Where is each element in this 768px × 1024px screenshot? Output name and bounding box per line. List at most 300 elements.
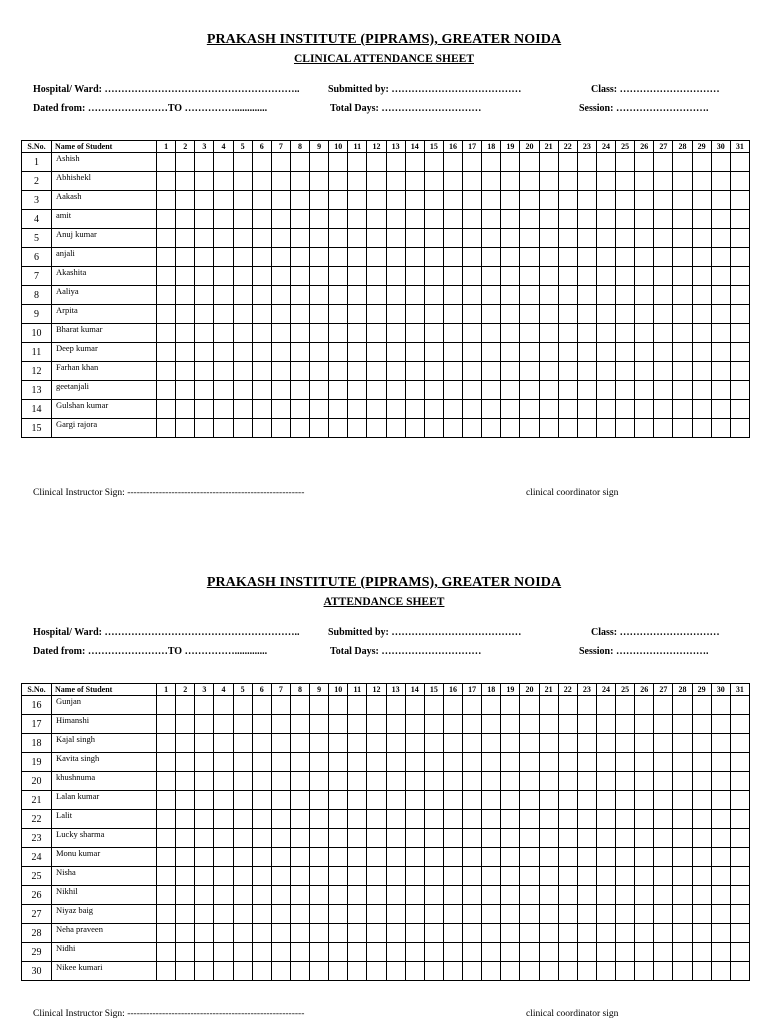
attendance-cell[interactable]	[405, 362, 424, 381]
attendance-cell[interactable]	[616, 324, 635, 343]
attendance-cell[interactable]	[501, 848, 520, 867]
attendance-cell[interactable]	[443, 943, 462, 962]
attendance-cell[interactable]	[214, 286, 233, 305]
attendance-cell[interactable]	[405, 867, 424, 886]
attendance-cell[interactable]	[711, 191, 730, 210]
attendance-cell[interactable]	[730, 753, 749, 772]
attendance-cell[interactable]	[348, 848, 367, 867]
submitted-by-field[interactable]	[328, 627, 521, 638]
attendance-cell[interactable]	[424, 734, 443, 753]
attendance-cell[interactable]	[290, 905, 309, 924]
attendance-cell[interactable]	[443, 362, 462, 381]
attendance-cell[interactable]	[577, 829, 596, 848]
attendance-cell[interactable]	[463, 867, 482, 886]
attendance-cell[interactable]	[252, 772, 271, 791]
attendance-cell[interactable]	[348, 753, 367, 772]
attendance-cell[interactable]	[348, 905, 367, 924]
attendance-cell[interactable]	[730, 172, 749, 191]
attendance-cell[interactable]	[501, 400, 520, 419]
attendance-cell[interactable]	[367, 905, 386, 924]
attendance-cell[interactable]	[252, 229, 271, 248]
attendance-cell[interactable]	[348, 734, 367, 753]
attendance-cell[interactable]	[635, 943, 654, 962]
attendance-cell[interactable]	[596, 305, 615, 324]
attendance-cell[interactable]	[577, 791, 596, 810]
attendance-cell[interactable]	[271, 772, 290, 791]
attendance-cell[interactable]	[692, 791, 711, 810]
attendance-cell[interactable]	[520, 419, 539, 438]
dated-from-field[interactable]	[33, 103, 267, 114]
hospital-ward-field[interactable]	[33, 627, 300, 638]
attendance-cell[interactable]	[654, 734, 673, 753]
attendance-cell[interactable]	[596, 267, 615, 286]
attendance-cell[interactable]	[616, 962, 635, 981]
attendance-cell[interactable]	[577, 772, 596, 791]
attendance-cell[interactable]	[157, 248, 176, 267]
attendance-cell[interactable]	[558, 943, 577, 962]
attendance-cell[interactable]	[654, 400, 673, 419]
attendance-cell[interactable]	[482, 191, 501, 210]
attendance-cell[interactable]	[596, 153, 615, 172]
attendance-cell[interactable]	[157, 343, 176, 362]
attendance-cell[interactable]	[539, 962, 558, 981]
attendance-cell[interactable]	[348, 715, 367, 734]
attendance-cell[interactable]	[233, 343, 252, 362]
attendance-cell[interactable]	[405, 324, 424, 343]
attendance-cell[interactable]	[616, 696, 635, 715]
attendance-cell[interactable]	[386, 924, 405, 943]
attendance-cell[interactable]	[176, 191, 195, 210]
attendance-cell[interactable]	[616, 772, 635, 791]
attendance-cell[interactable]	[616, 362, 635, 381]
attendance-cell[interactable]	[616, 924, 635, 943]
attendance-cell[interactable]	[252, 172, 271, 191]
attendance-cell[interactable]	[233, 715, 252, 734]
attendance-cell[interactable]	[501, 810, 520, 829]
attendance-cell[interactable]	[348, 867, 367, 886]
attendance-cell[interactable]	[711, 867, 730, 886]
attendance-cell[interactable]	[520, 172, 539, 191]
attendance-cell[interactable]	[310, 229, 329, 248]
attendance-cell[interactable]	[195, 924, 214, 943]
attendance-cell[interactable]	[558, 381, 577, 400]
attendance-cell[interactable]	[501, 267, 520, 286]
attendance-cell[interactable]	[348, 362, 367, 381]
attendance-cell[interactable]	[730, 924, 749, 943]
attendance-cell[interactable]	[348, 343, 367, 362]
attendance-cell[interactable]	[405, 210, 424, 229]
attendance-cell[interactable]	[405, 248, 424, 267]
attendance-cell[interactable]	[290, 286, 309, 305]
attendance-cell[interactable]	[730, 248, 749, 267]
attendance-cell[interactable]	[271, 696, 290, 715]
attendance-cell[interactable]	[329, 810, 348, 829]
attendance-cell[interactable]	[271, 829, 290, 848]
attendance-cell[interactable]	[214, 924, 233, 943]
attendance-cell[interactable]	[424, 248, 443, 267]
attendance-cell[interactable]	[654, 267, 673, 286]
attendance-cell[interactable]	[252, 153, 271, 172]
attendance-cell[interactable]	[443, 267, 462, 286]
attendance-cell[interactable]	[233, 734, 252, 753]
attendance-cell[interactable]	[329, 400, 348, 419]
attendance-cell[interactable]	[348, 791, 367, 810]
attendance-cell[interactable]	[577, 696, 596, 715]
attendance-cell[interactable]	[405, 343, 424, 362]
attendance-cell[interactable]	[348, 210, 367, 229]
attendance-cell[interactable]	[673, 810, 692, 829]
attendance-cell[interactable]	[635, 191, 654, 210]
attendance-cell[interactable]	[386, 848, 405, 867]
attendance-cell[interactable]	[290, 210, 309, 229]
attendance-cell[interactable]	[329, 286, 348, 305]
attendance-cell[interactable]	[539, 267, 558, 286]
attendance-cell[interactable]	[329, 886, 348, 905]
attendance-cell[interactable]	[405, 829, 424, 848]
attendance-cell[interactable]	[635, 286, 654, 305]
attendance-cell[interactable]	[501, 381, 520, 400]
attendance-cell[interactable]	[616, 267, 635, 286]
attendance-cell[interactable]	[654, 886, 673, 905]
attendance-cell[interactable]	[443, 791, 462, 810]
attendance-cell[interactable]	[558, 886, 577, 905]
attendance-cell[interactable]	[596, 810, 615, 829]
attendance-cell[interactable]	[616, 305, 635, 324]
attendance-cell[interactable]	[233, 905, 252, 924]
attendance-cell[interactable]	[214, 848, 233, 867]
attendance-cell[interactable]	[730, 886, 749, 905]
attendance-cell[interactable]	[711, 248, 730, 267]
attendance-cell[interactable]	[271, 924, 290, 943]
attendance-cell[interactable]	[252, 248, 271, 267]
attendance-cell[interactable]	[463, 267, 482, 286]
attendance-cell[interactable]	[692, 829, 711, 848]
attendance-cell[interactable]	[176, 210, 195, 229]
attendance-cell[interactable]	[214, 267, 233, 286]
attendance-cell[interactable]	[176, 753, 195, 772]
attendance-cell[interactable]	[539, 829, 558, 848]
attendance-cell[interactable]	[233, 286, 252, 305]
attendance-cell[interactable]	[463, 172, 482, 191]
attendance-cell[interactable]	[290, 305, 309, 324]
attendance-cell[interactable]	[386, 962, 405, 981]
attendance-cell[interactable]	[310, 886, 329, 905]
attendance-cell[interactable]	[329, 153, 348, 172]
attendance-cell[interactable]	[596, 362, 615, 381]
attendance-cell[interactable]	[176, 172, 195, 191]
attendance-cell[interactable]	[310, 324, 329, 343]
attendance-cell[interactable]	[367, 248, 386, 267]
attendance-cell[interactable]	[635, 867, 654, 886]
attendance-cell[interactable]	[329, 867, 348, 886]
attendance-cell[interactable]	[539, 153, 558, 172]
attendance-cell[interactable]	[195, 191, 214, 210]
attendance-cell[interactable]	[501, 172, 520, 191]
attendance-cell[interactable]	[616, 343, 635, 362]
attendance-cell[interactable]	[252, 734, 271, 753]
attendance-cell[interactable]	[596, 172, 615, 191]
attendance-cell[interactable]	[214, 829, 233, 848]
attendance-cell[interactable]	[501, 343, 520, 362]
attendance-cell[interactable]	[367, 324, 386, 343]
attendance-cell[interactable]	[463, 696, 482, 715]
attendance-cell[interactable]	[654, 943, 673, 962]
attendance-cell[interactable]	[329, 829, 348, 848]
attendance-cell[interactable]	[176, 867, 195, 886]
attendance-cell[interactable]	[443, 905, 462, 924]
attendance-cell[interactable]	[730, 772, 749, 791]
attendance-cell[interactable]	[520, 962, 539, 981]
attendance-cell[interactable]	[290, 172, 309, 191]
attendance-cell[interactable]	[386, 191, 405, 210]
attendance-cell[interactable]	[501, 924, 520, 943]
attendance-cell[interactable]	[367, 362, 386, 381]
attendance-cell[interactable]	[577, 943, 596, 962]
attendance-cell[interactable]	[692, 905, 711, 924]
attendance-cell[interactable]	[692, 381, 711, 400]
attendance-cell[interactable]	[424, 305, 443, 324]
attendance-cell[interactable]	[233, 400, 252, 419]
attendance-cell[interactable]	[424, 172, 443, 191]
attendance-cell[interactable]	[195, 905, 214, 924]
attendance-cell[interactable]	[214, 191, 233, 210]
attendance-cell[interactable]	[596, 400, 615, 419]
attendance-cell[interactable]	[233, 267, 252, 286]
attendance-cell[interactable]	[290, 829, 309, 848]
attendance-cell[interactable]	[616, 886, 635, 905]
attendance-cell[interactable]	[329, 172, 348, 191]
instructor-sign-line[interactable]: Clinical Instructor Sign: --------------------------------------------------------	[33, 488, 305, 498]
attendance-cell[interactable]	[252, 191, 271, 210]
attendance-cell[interactable]	[635, 400, 654, 419]
attendance-cell[interactable]	[271, 791, 290, 810]
attendance-cell[interactable]	[577, 400, 596, 419]
attendance-cell[interactable]	[539, 734, 558, 753]
attendance-cell[interactable]	[176, 400, 195, 419]
attendance-cell[interactable]	[214, 400, 233, 419]
attendance-cell[interactable]	[558, 172, 577, 191]
attendance-cell[interactable]	[405, 943, 424, 962]
attendance-cell[interactable]	[692, 343, 711, 362]
attendance-cell[interactable]	[405, 905, 424, 924]
attendance-cell[interactable]	[271, 753, 290, 772]
attendance-cell[interactable]	[673, 829, 692, 848]
attendance-cell[interactable]	[214, 810, 233, 829]
attendance-cell[interactable]	[482, 905, 501, 924]
attendance-cell[interactable]	[233, 381, 252, 400]
attendance-cell[interactable]	[195, 419, 214, 438]
attendance-cell[interactable]	[424, 381, 443, 400]
attendance-cell[interactable]	[310, 924, 329, 943]
total-days-field[interactable]	[330, 103, 481, 114]
attendance-cell[interactable]	[290, 791, 309, 810]
attendance-cell[interactable]	[711, 791, 730, 810]
attendance-cell[interactable]	[520, 753, 539, 772]
attendance-cell[interactable]	[329, 305, 348, 324]
attendance-cell[interactable]	[157, 924, 176, 943]
attendance-cell[interactable]	[386, 905, 405, 924]
attendance-cell[interactable]	[520, 924, 539, 943]
attendance-cell[interactable]	[520, 943, 539, 962]
attendance-cell[interactable]	[386, 324, 405, 343]
attendance-cell[interactable]	[214, 248, 233, 267]
attendance-cell[interactable]	[673, 324, 692, 343]
attendance-cell[interactable]	[616, 191, 635, 210]
attendance-cell[interactable]	[692, 962, 711, 981]
attendance-cell[interactable]	[577, 905, 596, 924]
attendance-cell[interactable]	[539, 886, 558, 905]
attendance-cell[interactable]	[463, 419, 482, 438]
attendance-cell[interactable]	[386, 248, 405, 267]
attendance-cell[interactable]	[271, 248, 290, 267]
attendance-cell[interactable]	[290, 734, 309, 753]
attendance-cell[interactable]	[329, 267, 348, 286]
attendance-cell[interactable]	[443, 229, 462, 248]
attendance-cell[interactable]	[195, 753, 214, 772]
attendance-cell[interactable]	[692, 248, 711, 267]
attendance-cell[interactable]	[176, 362, 195, 381]
coordinator-sign-line[interactable]: clinical coordinator sign	[526, 1009, 619, 1019]
attendance-cell[interactable]	[520, 153, 539, 172]
attendance-cell[interactable]	[558, 905, 577, 924]
attendance-cell[interactable]	[730, 210, 749, 229]
attendance-cell[interactable]	[252, 381, 271, 400]
attendance-cell[interactable]	[673, 419, 692, 438]
attendance-cell[interactable]	[271, 400, 290, 419]
attendance-cell[interactable]	[596, 229, 615, 248]
attendance-cell[interactable]	[367, 848, 386, 867]
attendance-cell[interactable]	[310, 772, 329, 791]
attendance-cell[interactable]	[730, 400, 749, 419]
attendance-cell[interactable]	[577, 419, 596, 438]
attendance-cell[interactable]	[348, 267, 367, 286]
attendance-cell[interactable]	[501, 962, 520, 981]
attendance-cell[interactable]	[539, 943, 558, 962]
attendance-cell[interactable]	[214, 715, 233, 734]
attendance-cell[interactable]	[157, 324, 176, 343]
attendance-cell[interactable]	[157, 810, 176, 829]
attendance-cell[interactable]	[195, 867, 214, 886]
attendance-cell[interactable]	[386, 791, 405, 810]
attendance-cell[interactable]	[405, 924, 424, 943]
attendance-cell[interactable]	[348, 324, 367, 343]
attendance-cell[interactable]	[252, 810, 271, 829]
attendance-cell[interactable]	[310, 867, 329, 886]
attendance-cell[interactable]	[558, 153, 577, 172]
attendance-cell[interactable]	[482, 419, 501, 438]
attendance-cell[interactable]	[252, 829, 271, 848]
attendance-cell[interactable]	[596, 248, 615, 267]
attendance-cell[interactable]	[654, 362, 673, 381]
attendance-cell[interactable]	[673, 734, 692, 753]
attendance-cell[interactable]	[711, 267, 730, 286]
attendance-cell[interactable]	[348, 962, 367, 981]
attendance-cell[interactable]	[463, 381, 482, 400]
attendance-cell[interactable]	[290, 400, 309, 419]
attendance-cell[interactable]	[539, 419, 558, 438]
attendance-cell[interactable]	[214, 362, 233, 381]
attendance-cell[interactable]	[501, 867, 520, 886]
attendance-cell[interactable]	[654, 753, 673, 772]
attendance-cell[interactable]	[252, 343, 271, 362]
attendance-cell[interactable]	[443, 153, 462, 172]
attendance-cell[interactable]	[214, 772, 233, 791]
attendance-cell[interactable]	[577, 924, 596, 943]
attendance-cell[interactable]	[195, 848, 214, 867]
attendance-cell[interactable]	[673, 400, 692, 419]
attendance-cell[interactable]	[290, 867, 309, 886]
attendance-cell[interactable]	[405, 229, 424, 248]
attendance-cell[interactable]	[386, 229, 405, 248]
attendance-cell[interactable]	[195, 715, 214, 734]
attendance-cell[interactable]	[673, 943, 692, 962]
attendance-cell[interactable]	[424, 791, 443, 810]
attendance-cell[interactable]	[635, 343, 654, 362]
attendance-cell[interactable]	[711, 381, 730, 400]
attendance-cell[interactable]	[214, 753, 233, 772]
attendance-cell[interactable]	[405, 267, 424, 286]
attendance-cell[interactable]	[176, 962, 195, 981]
attendance-cell[interactable]	[443, 753, 462, 772]
attendance-cell[interactable]	[463, 962, 482, 981]
attendance-cell[interactable]	[730, 734, 749, 753]
attendance-cell[interactable]	[443, 305, 462, 324]
attendance-cell[interactable]	[271, 305, 290, 324]
dated-from-field[interactable]	[33, 646, 267, 657]
attendance-cell[interactable]	[463, 191, 482, 210]
attendance-cell[interactable]	[310, 172, 329, 191]
attendance-cell[interactable]	[443, 829, 462, 848]
attendance-cell[interactable]	[367, 229, 386, 248]
attendance-cell[interactable]	[654, 791, 673, 810]
attendance-cell[interactable]	[463, 848, 482, 867]
attendance-cell[interactable]	[157, 905, 176, 924]
attendance-cell[interactable]	[329, 343, 348, 362]
attendance-cell[interactable]	[271, 210, 290, 229]
attendance-cell[interactable]	[692, 305, 711, 324]
attendance-cell[interactable]	[539, 848, 558, 867]
attendance-cell[interactable]	[195, 324, 214, 343]
attendance-cell[interactable]	[252, 848, 271, 867]
attendance-cell[interactable]	[348, 381, 367, 400]
attendance-cell[interactable]	[692, 772, 711, 791]
attendance-cell[interactable]	[195, 172, 214, 191]
attendance-cell[interactable]	[252, 210, 271, 229]
attendance-cell[interactable]	[290, 753, 309, 772]
attendance-cell[interactable]	[195, 696, 214, 715]
attendance-cell[interactable]	[596, 753, 615, 772]
attendance-cell[interactable]	[596, 867, 615, 886]
attendance-cell[interactable]	[424, 810, 443, 829]
attendance-cell[interactable]	[157, 943, 176, 962]
attendance-cell[interactable]	[290, 248, 309, 267]
attendance-cell[interactable]	[386, 943, 405, 962]
attendance-cell[interactable]	[616, 400, 635, 419]
attendance-cell[interactable]	[596, 962, 615, 981]
attendance-cell[interactable]	[348, 191, 367, 210]
attendance-cell[interactable]	[252, 696, 271, 715]
attendance-cell[interactable]	[271, 962, 290, 981]
attendance-cell[interactable]	[482, 381, 501, 400]
attendance-cell[interactable]	[654, 962, 673, 981]
attendance-cell[interactable]	[367, 419, 386, 438]
attendance-cell[interactable]	[367, 829, 386, 848]
attendance-cell[interactable]	[558, 791, 577, 810]
attendance-cell[interactable]	[539, 210, 558, 229]
attendance-cell[interactable]	[233, 772, 252, 791]
attendance-cell[interactable]	[520, 191, 539, 210]
attendance-cell[interactable]	[252, 924, 271, 943]
